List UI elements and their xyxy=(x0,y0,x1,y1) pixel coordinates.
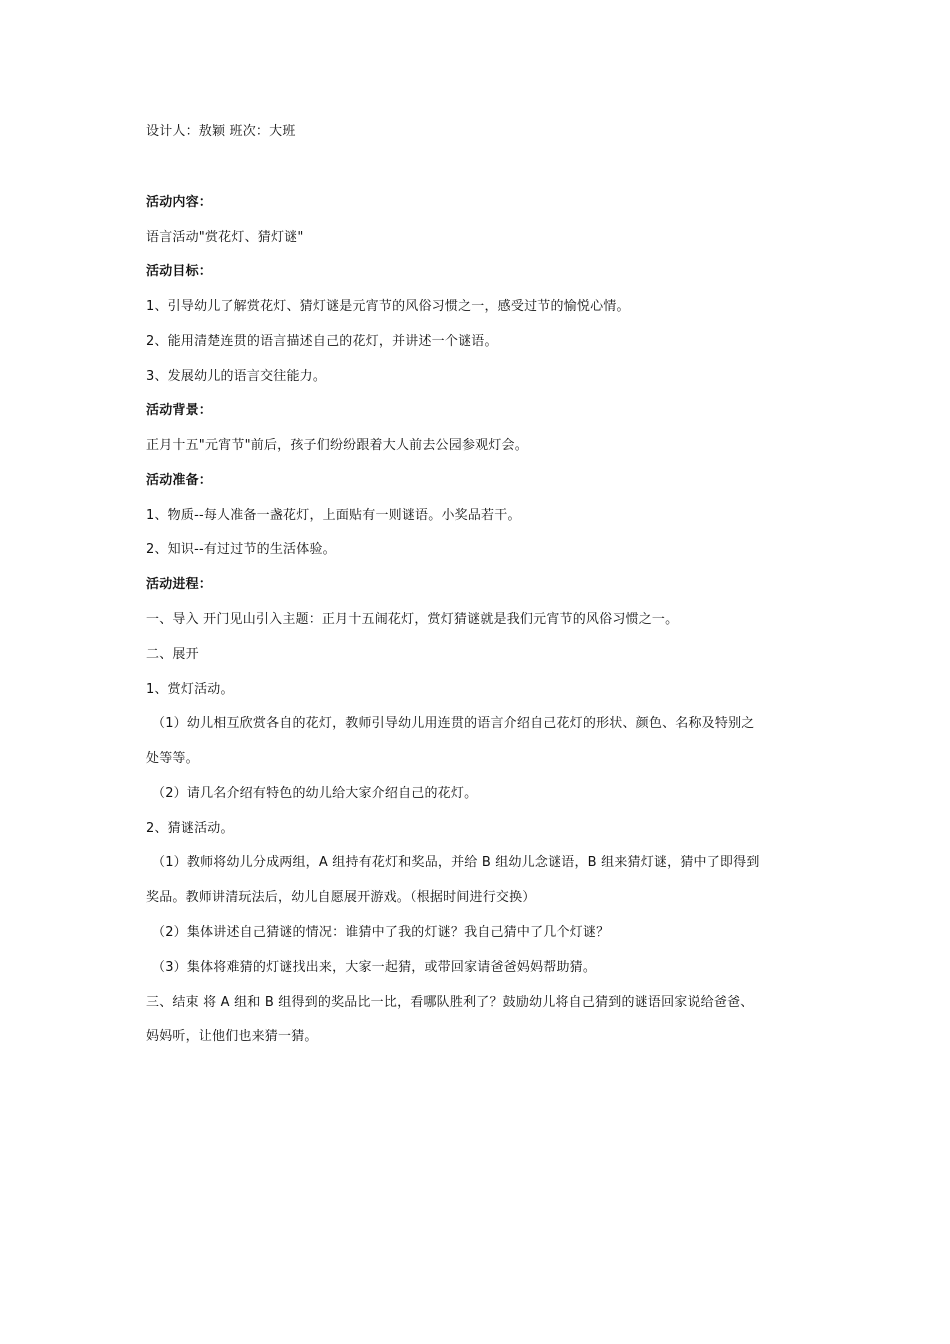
goal-item: 2、能用清楚连贯的语言描述自己的花灯，并讲述一个谜语。 xyxy=(146,334,498,349)
lantern-step-1: （1）幼儿相互欣赏各自的花灯，教师引导幼儿用连贯的语言介绍自己花灯的形状、颜色、名称及特别之 xyxy=(152,716,755,731)
process-expand: 二、展开 xyxy=(146,647,199,662)
preparation-heading: 活动准备： xyxy=(146,473,213,488)
designer-line: 设计人：敖颖 班次：大班 xyxy=(146,124,296,139)
process-intro: 一、导入 开门见山引入主题：正月十五闹花灯，赏灯猜谜就是我们元宵节的风俗习惯之一。 xyxy=(146,612,679,627)
preparation-item: 2、知识--有过过节的生活体验。 xyxy=(146,542,336,557)
goals-heading: 活动目标： xyxy=(146,264,213,279)
lantern-step-2: （2）请几名介绍有特色的幼儿给大家介绍自己的花灯。 xyxy=(152,786,478,801)
riddle-activity: 2、猜谜活动。 xyxy=(146,821,234,836)
riddle-step-3: （3）集体将难猜的灯谜找出来，大家一起猜，或带回家请爸爸妈妈帮助猜。 xyxy=(152,960,597,975)
process-heading: 活动进程： xyxy=(146,577,213,592)
background-text: 正月十五"元宵节"前后，孩子们纷纷跟着大人前去公园参观灯会。 xyxy=(146,438,528,453)
content-heading: 活动内容： xyxy=(146,195,213,210)
riddle-step-2: （2）集体讲述自己猜谜的情况：谁猜中了我的灯谜？我自己猜中了几个灯谜？ xyxy=(152,925,610,940)
ending-text-continued: 妈妈听，让他们也来猜一猜。 xyxy=(146,1029,318,1044)
lantern-step-1-continued: 处等等。 xyxy=(146,751,199,766)
goal-item: 1、引导幼儿了解赏花灯、猜灯谜是元宵节的风俗习惯之一，感受过节的愉悦心情。 xyxy=(146,299,630,314)
ending-text: 三、结束 将 A 组和 B 组得到的奖品比一比，看哪队胜利了？鼓励幼儿将自己猜到的谜语回家说给爸爸、 xyxy=(146,995,754,1010)
background-heading: 活动背景： xyxy=(146,403,213,418)
lantern-activity: 1、赏灯活动。 xyxy=(146,682,234,697)
content-text: 语言活动"赏花灯、猜灯谜" xyxy=(146,230,304,245)
riddle-step-1-continued: 奖品。教师讲清玩法后，幼儿自愿展开游戏。（根据时间进行交换） xyxy=(146,890,536,905)
goal-item: 3、发展幼儿的语言交往能力。 xyxy=(146,369,327,384)
riddle-step-1: （1）教师将幼儿分成两组，A 组持有花灯和奖品，并给 B 组幼儿念谜语，B 组来猜灯谜，猜中了即得到 xyxy=(152,855,760,870)
preparation-item: 1、物质--每人准备一盏花灯，上面贴有一则谜语。小奖品若干。 xyxy=(146,508,521,523)
